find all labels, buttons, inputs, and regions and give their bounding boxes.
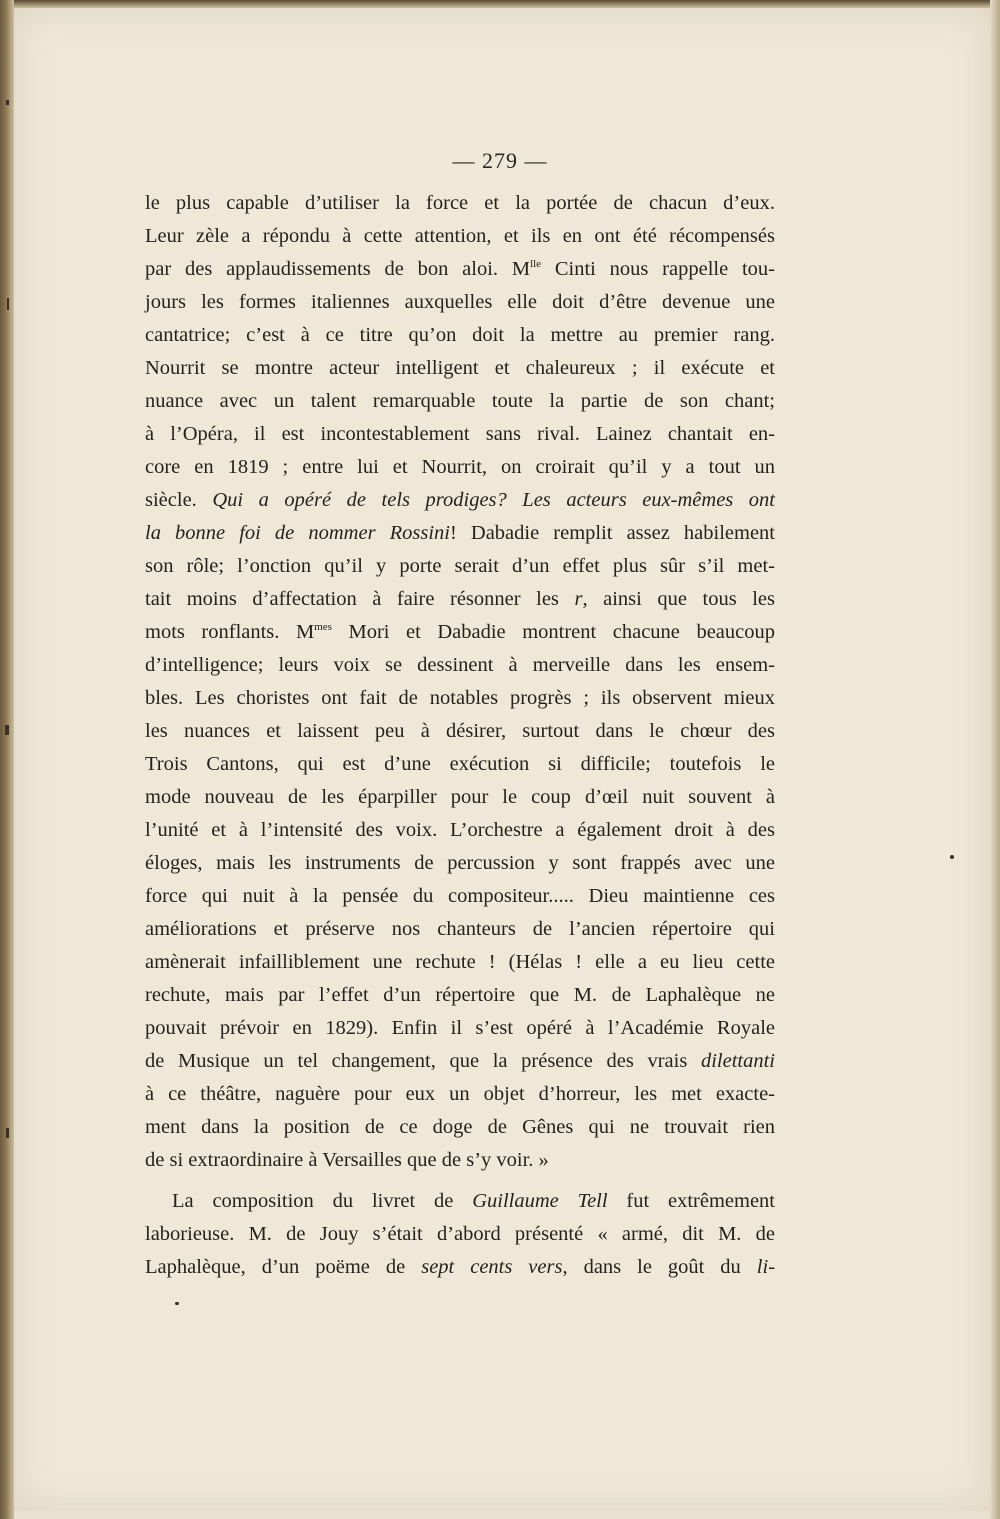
page-speck <box>175 1302 179 1305</box>
text-run: mode nouveau de les éparpiller pour le coup d’œil nuit souvent à <box>145 786 775 808</box>
text-run: tait moins d’affectation à faire résonner les <box>145 588 575 610</box>
body-text <box>145 187 775 1284</box>
margin-speck <box>6 1128 9 1138</box>
text-run: amènerait infailliblement une rechute ! (Hélas ! elle a eu lieu cette <box>145 951 775 973</box>
text-run: bles. Les choristes ont fait de notables progrès ; ils observent mieux <box>145 687 775 709</box>
text-run: de si extraordinaire à Versailles que de s’y voir. » <box>145 1149 549 1171</box>
text-run: à l’Opéra, il est incontestablement sans rival. Lainez chantait en- <box>145 423 775 445</box>
text-line <box>145 484 775 517</box>
italic-text-run: r <box>574 588 583 610</box>
italic-text-run: li- <box>756 1256 776 1278</box>
text-line <box>145 1251 775 1284</box>
page-speck <box>950 855 954 859</box>
text-run: Cinti nous rappelle tou- <box>541 258 775 280</box>
text-line <box>145 352 775 385</box>
text-run: force qui nuit à la pensée du compositeur..... Dieu maintienne ces <box>145 885 775 907</box>
text-run: à ce théâtre, naguère pour eux un objet d’horreur, les met exacte- <box>145 1083 775 1105</box>
text-line <box>145 1218 775 1251</box>
text-line <box>145 715 775 748</box>
page-right-edge <box>990 0 1000 1519</box>
text-line <box>145 781 775 814</box>
text-line <box>145 649 775 682</box>
italic-text-run: Qui a opéré de tels prodiges? Les acteurs eux-mêmes ont <box>212 489 776 511</box>
text-run: cantatrice; c’est à ce titre qu’on doit la mettre au premier rang. <box>145 324 775 346</box>
text-run: Laphalèque, d’un poëme de <box>145 1256 422 1278</box>
margin-speck <box>7 298 9 310</box>
text-run: d’intelligence; leurs voix se dessinent à merveille dans les ensem- <box>145 654 775 676</box>
text-run: ment dans la position de ce doge de Gênes qui ne trouvait rien <box>145 1116 775 1138</box>
text-line <box>145 979 775 1012</box>
text-run: éloges, mais les instruments de percussion y sont frappés avec une <box>145 852 775 874</box>
text-line <box>145 880 775 913</box>
margin-speck <box>6 100 9 105</box>
text-line <box>145 748 775 781</box>
text-line <box>145 418 775 451</box>
text-run: les nuances et laissent peu à désirer, surtout dans le chœur des <box>145 720 775 742</box>
text-run: core en 1819 ; entre lui et Nourrit, on croirait qu’il y a tout un <box>145 456 775 478</box>
text-line <box>145 319 775 352</box>
text-line <box>145 187 775 220</box>
text-run: de Musique un tel changement, que la présence des vrais <box>145 1050 701 1072</box>
text-line <box>145 682 775 715</box>
text-line <box>145 616 775 649</box>
text-run: Nourrit se montre acteur intelligent et chaleureux ; il exécute et <box>145 357 775 379</box>
italic-text-run: Guillaume Tell <box>472 1190 608 1212</box>
text-line <box>145 253 775 286</box>
text-line <box>145 1185 775 1218</box>
text-run: pouvait prévoir en 1829). Enfin il s’est opéré à l’Académie Royale <box>145 1017 775 1039</box>
text-line <box>145 1078 775 1111</box>
text-line <box>145 1012 775 1045</box>
text-run: Leur zèle a répondu à cette attention, et ils en ont été récompensés <box>145 225 775 247</box>
paragraph-2 <box>145 1185 775 1284</box>
text-line <box>145 451 775 484</box>
superscript-abbreviation: lle <box>530 258 542 270</box>
text-run: , ainsi que tous les <box>582 588 775 610</box>
text-line <box>145 946 775 979</box>
text-run: ! Dabadie remplit assez habilement <box>450 522 775 544</box>
italic-text-run: sept cents vers <box>421 1256 563 1278</box>
page-top-edge <box>0 0 1000 8</box>
text-run: l’unité et à l’intensité des voix. L’orchestre a également droit à des <box>145 819 775 841</box>
text-run: nuance avec un talent remarquable toute la partie de son chant; <box>145 390 775 412</box>
text-run: jours les formes italiennes auxquelles elle doit d’être devenue une <box>145 291 775 313</box>
margin-speck <box>5 725 9 735</box>
text-run: le plus capable d’utiliser la force et la portée de chacun d’eux. <box>145 192 775 214</box>
italic-text-run: dilettanti <box>700 1050 775 1072</box>
text-run: laborieuse. M. de Jouy s’était d’abord présenté « armé, dit M. de <box>145 1223 775 1245</box>
text-line <box>145 385 775 418</box>
text-run: améliorations et préserve nos chanteurs de l’ancien répertoire qui <box>145 918 775 940</box>
italic-text-run: la bonne foi de nommer Rossini <box>145 522 450 544</box>
text-run: par des applaudissements de bon aloi. M <box>145 258 531 280</box>
book-spine-shadow <box>0 0 14 1519</box>
text-run: La composition du livret de <box>172 1190 473 1212</box>
text-line <box>145 220 775 253</box>
text-line <box>145 814 775 847</box>
superscript-abbreviation: mes <box>314 621 332 633</box>
text-run: Trois Cantons, qui est d’une exécution si difficile; toutefois le <box>145 753 775 775</box>
text-line <box>145 517 775 550</box>
text-line <box>145 1045 775 1078</box>
text-line <box>145 913 775 946</box>
text-run: Mori et Dabadie montrent chacune beaucoup <box>331 621 775 643</box>
text-line <box>145 550 775 583</box>
text-line <box>145 1144 775 1177</box>
text-run: son rôle; l’onction qu’il y porte serait d’un effet plus sûr s’il met- <box>145 555 775 577</box>
text-run: rechute, mais par l’effet d’un répertoire que M. de Laphalèque ne <box>145 984 775 1006</box>
paragraph-1 <box>145 187 775 1177</box>
text-run: siècle. <box>145 489 213 511</box>
text-line <box>145 583 775 616</box>
text-line <box>145 1111 775 1144</box>
text-run: , dans le goût du <box>562 1256 757 1278</box>
page-number: — 279 — <box>452 148 548 173</box>
text-run: mots ronflants. M <box>145 621 315 643</box>
text-run: fut extrêmement <box>607 1190 775 1212</box>
text-line <box>145 847 775 880</box>
text-line <box>145 286 775 319</box>
